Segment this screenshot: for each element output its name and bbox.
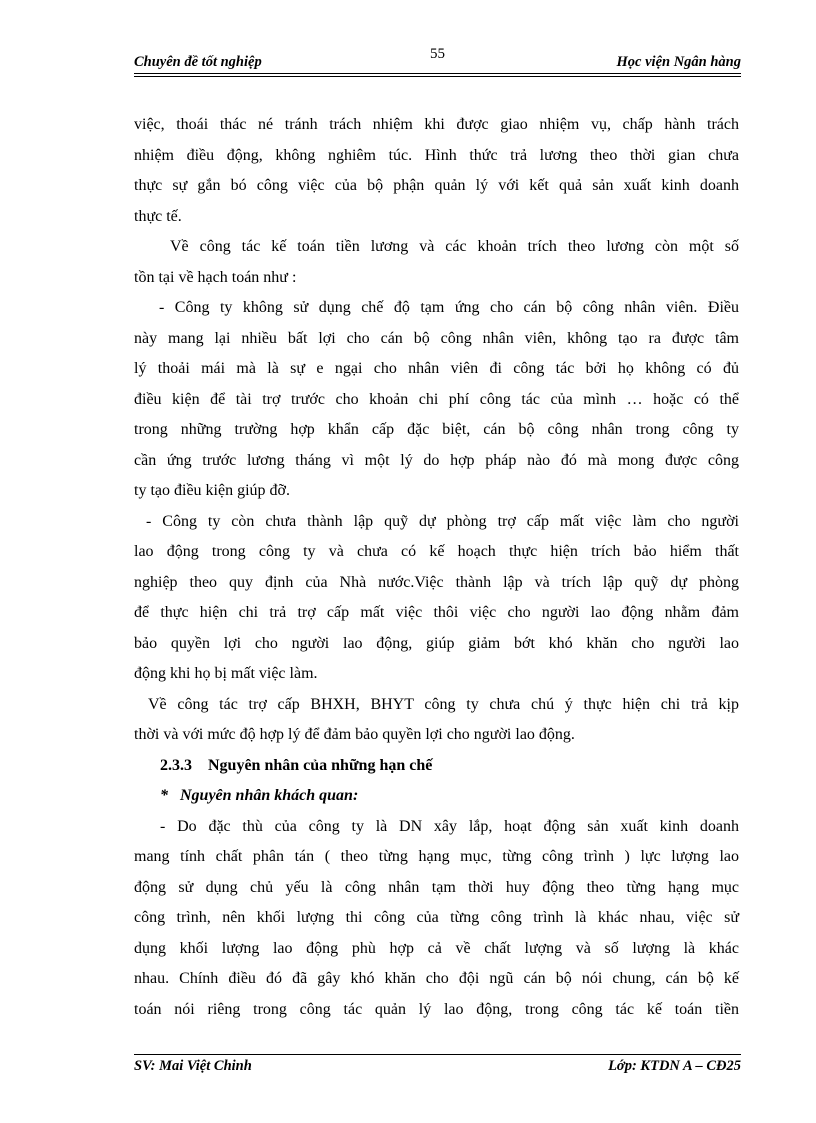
header-institution: Học viện Ngân hàng [616,54,741,70]
document-body [134,110,739,1025]
body-line: nhau. Chính điều đó đã gây khó khăn cho đội ngũ cán bộ nói chung, cán bộ kế [134,970,739,987]
body-line: thời và với mức độ hợp lý để đảm bảo quyền lợi cho người lao động. [134,726,575,743]
body-line: động khi họ bị mất việc làm. [134,665,318,682]
body-line: trong những trường hợp khẩn cấp đặc biệt, cán bộ công nhân trong công ty [134,421,739,438]
body-line: bảo quyền lợi cho người lao động, giúp giảm bớt khó khăn cho người lao [134,634,739,652]
body-line: mang tính chất phân tán ( theo từng hạng mục, từng công trình ) lực lượng lao [134,848,739,865]
body-line: lao động trong công ty và chưa có kế hoạch thực hiện trích bảo hiểm thất [134,543,739,560]
body-line: - Công ty còn chưa thành lập quỹ dự phòng trợ cấp mất việc làm cho người [146,512,739,530]
body-line: thực tế. [134,207,182,225]
body-line: việc, thoái thác né tránh trách nhiệm khi được giao nhiệm vụ, chấp hành trách [134,116,739,133]
body-line: này mang lại nhiều bất lợi cho cán bộ công nhân viên, không tạo ra được tâm [134,329,739,347]
body-line: Về công tác trợ cấp BHXH, BHYT công ty chưa chú ý thực hiện chi trả kịp [148,695,739,713]
body-line: toán nói riêng trong công tác quản lý lao động, trong công tác kế toán tiền [134,1000,739,1018]
header-divider [134,73,741,77]
body-line: nhiệm điều động, không nghiêm túc. Hình thức trả lương theo thời gian chưa [134,146,739,164]
subsection-heading: * Nguyên nhân khách quan: [160,787,359,804]
body-line: dụng khối lượng lao động phù hợp cả về chất lượng và số lượng là khác [134,939,739,957]
section-heading: 2.3.3 Nguyên nhân của những hạn chế [160,756,433,774]
page-number: 55 [430,46,445,62]
footer-student: SV: Mai Việt Chinh [134,1058,252,1074]
body-line: nghiệp theo quy định của Nhà nước.Việc thành lập và trích lập quỹ dự phòng [134,573,739,591]
page-header [134,46,741,72]
body-line: lý thoải mái mà là sự e ngại cho nhân viên đi công tác bởi họ không có đủ [134,360,739,377]
body-line: ty tạo điều kiện giúp đỡ. [134,482,290,499]
body-line: để thực hiện chi trả trợ cấp mất việc thôi việc cho người lao động nhằm đảm [134,604,739,621]
body-line: điều kiện để tài trợ trước cho khoản chi phí công tác của mình … hoặc có thể [134,390,739,408]
body-line: động sử dụng chủ yếu là công nhân tạm thời huy động theo từng hạng mục [134,878,739,896]
body-line: thực sự gắn bó công việc của bộ phận quản lý với kết quả sản xuất kinh doanh [134,177,739,194]
body-line: Về công tác kế toán tiền lương và các khoản trích theo lương còn một số [170,238,739,255]
body-line: - Công ty không sử dụng chế độ tạm ứng cho cán bộ công nhân viên. Điều [159,299,739,316]
body-line: công trình, nên khối lượng thi công của từng công trình là khác nhau, việc sử [134,909,739,926]
footer-class: Lớp: KTDN A – CĐ25 [608,1058,741,1074]
header-title: Chuyên đề tốt nghiệp [134,54,262,70]
body-line: - Do đặc thù của công ty là DN xây lắp, hoạt động sản xuất kinh doanh [160,817,739,835]
body-line: tồn tại về hạch toán như : [134,268,297,286]
footer-divider [134,1054,741,1055]
body-line: cần ứng trước lương tháng vì một lý do hợp pháp nào đó mà mong được công [134,451,739,469]
